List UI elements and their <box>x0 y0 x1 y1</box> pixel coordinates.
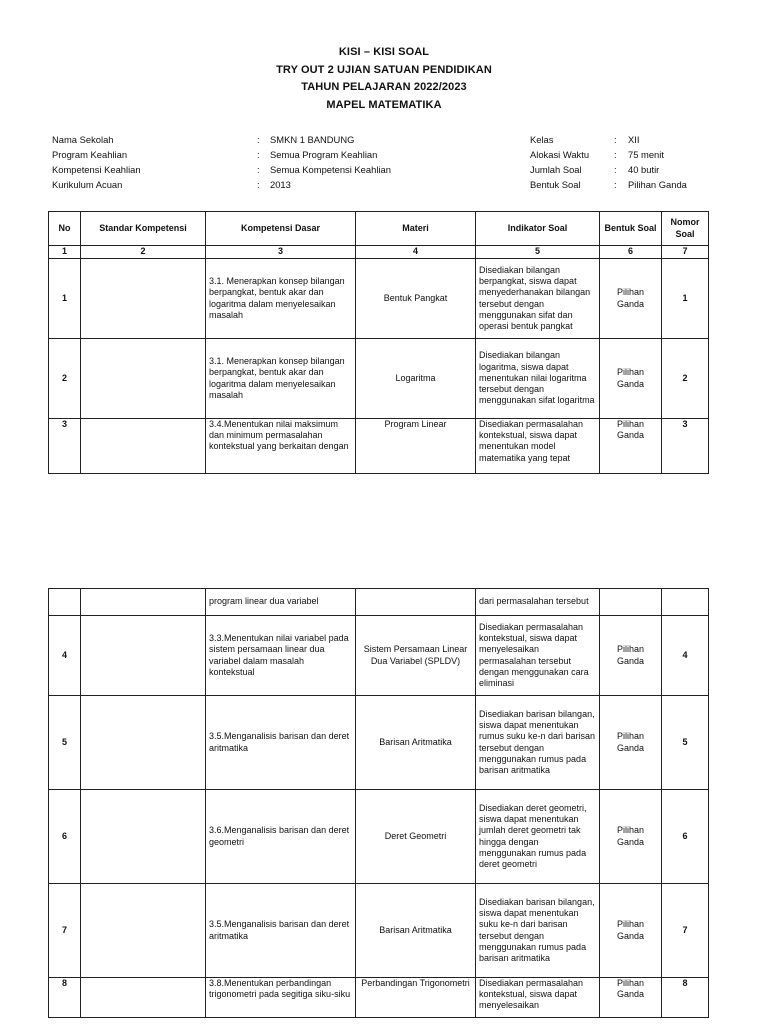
table-header-row <box>49 212 709 246</box>
cell-materi <box>356 589 476 616</box>
table-row <box>49 419 709 474</box>
cell-materi: Bentuk Pangkat <box>356 259 476 339</box>
info-row-alokasi-waktu <box>530 147 687 162</box>
table-row <box>49 884 709 978</box>
cell-kompetensi-dasar: 3.4.Menentukan nilai maksimum dan minimum permasalahan kontekstual yang berkaitan dengan <box>206 419 356 474</box>
cell-materi: Sistem Persamaan Linear Dua Variabel (SPLDV) <box>356 616 476 696</box>
info-row-program-keahlian <box>52 147 391 162</box>
cell-standar-kompetensi <box>81 978 206 1018</box>
header-no: No <box>49 212 81 246</box>
cell-indikator-soal: Disediakan bilangan berpangkat, siswa dapat menyederhanakan bilangan tersebut dengan menggunakan sifat dan operasi bentuk pangkat <box>476 259 600 339</box>
cell-standar-kompetensi <box>81 696 206 790</box>
cell-kompetensi-dasar: 3.6.Menganalisis barisan dan deret geometri <box>206 790 356 884</box>
cell-no: 4 <box>49 616 81 696</box>
table-row <box>49 339 709 419</box>
info-label: Program Keahlian <box>52 149 128 160</box>
cell-no: 6 <box>49 790 81 884</box>
exam-info <box>530 132 687 192</box>
cell-kompetensi-dasar: program linear dua variabel <box>206 589 356 616</box>
info-value: Semua Kompetensi Keahlian <box>270 164 391 175</box>
info-separator: : <box>257 149 260 160</box>
cell-bentuk-soal <box>600 589 662 616</box>
info-label: Alokasi Waktu <box>530 149 590 160</box>
cell-kompetensi-dasar: 3.1. Menerapkan konsep bilangan berpangkat, bentuk akar dan logaritma dalam menyelesaikan masalah <box>206 259 356 339</box>
header-indikator-soal: Indikator Soal <box>476 212 600 246</box>
cell-indikator-soal: Disediakan permasalahan kontekstual, siswa dapat menentukan model matematika yang tepat <box>476 419 600 474</box>
info-separator: : <box>614 179 617 190</box>
cell-bentuk-soal: Pilihan Ganda <box>600 419 662 474</box>
cell-standar-kompetensi <box>81 790 206 884</box>
cell-indikator-soal: Disediakan barisan bilangan, siswa dapat menentukan suku ke-n dari barisan tersebut dengan menggunakan rumus pada barisan aritmatika <box>476 884 600 978</box>
cell-bentuk-soal: Pilihan Ganda <box>600 884 662 978</box>
kisi-table-page-2 <box>48 588 709 1018</box>
info-separator: : <box>614 149 617 160</box>
cell-standar-kompetensi <box>81 589 206 616</box>
cell-indikator-soal: Disediakan barisan bilangan, siswa dapat menentukan rumus suku ke-n dari barisan tersebut dengan menggunakan rumus pada barisan aritmatika <box>476 696 600 790</box>
table-row-continuation <box>49 589 709 616</box>
table-row <box>49 978 709 1018</box>
cell-bentuk-soal: Pilihan Ganda <box>600 978 662 1018</box>
cell-indikator-soal: Disediakan permasalahan kontekstual, siswa dapat menyelesaikan <box>476 978 600 1018</box>
header-standar-kompetensi: Standar Kompetensi <box>81 212 206 246</box>
cell-bentuk-soal: Pilihan Ganda <box>600 790 662 884</box>
info-label: Bentuk Soal <box>530 179 581 190</box>
column-number: 5 <box>476 246 600 259</box>
cell-nomor-soal: 6 <box>662 790 709 884</box>
cell-nomor-soal: 3 <box>662 419 709 474</box>
info-label: Nama Sekolah <box>52 134 114 145</box>
info-value: XII <box>628 134 640 145</box>
cell-nomor-soal: 5 <box>662 696 709 790</box>
info-value: Pilihan Ganda <box>628 179 687 190</box>
info-separator: : <box>614 134 617 145</box>
table-row <box>49 616 709 696</box>
cell-nomor-soal: 1 <box>662 259 709 339</box>
info-label: Kelas <box>530 134 554 145</box>
info-label: Kurikulum Acuan <box>52 179 123 190</box>
cell-materi: Perbandingan Trigonometri <box>356 978 476 1018</box>
table-row <box>49 696 709 790</box>
header-nomor-soal: Nomor Soal <box>662 212 709 246</box>
cell-standar-kompetensi <box>81 616 206 696</box>
cell-indikator-soal: Disediakan bilangan logaritma, siswa dapat menentukan nilai logaritma tersebut dengan menggunakan sifat logaritma <box>476 339 600 419</box>
cell-nomor-soal: 8 <box>662 978 709 1018</box>
column-number: 4 <box>356 246 476 259</box>
info-row-kelas <box>530 132 687 147</box>
column-number: 3 <box>206 246 356 259</box>
document-title-block <box>0 44 768 114</box>
title-line: MAPEL MATEMATIKA <box>326 98 442 111</box>
info-separator: : <box>257 134 260 145</box>
cell-indikator-soal: dari permasalahan tersebut <box>476 589 600 616</box>
column-number: 2 <box>81 246 206 259</box>
title-line: TRY OUT 2 UJIAN SATUAN PENDIDIKAN <box>276 63 492 76</box>
cell-bentuk-soal: Pilihan Ganda <box>600 339 662 419</box>
cell-kompetensi-dasar: 3.1. Menerapkan konsep bilangan berpangkat, bentuk akar dan logaritma dalam menyelesaikan masalah <box>206 339 356 419</box>
header-materi: Materi <box>356 212 476 246</box>
info-row-bentuk-soal <box>530 177 687 192</box>
cell-no: 8 <box>49 978 81 1018</box>
info-row-kompetensi-keahlian <box>52 162 391 177</box>
cell-bentuk-soal: Pilihan Ganda <box>600 259 662 339</box>
table-row <box>49 790 709 884</box>
cell-nomor-soal: 4 <box>662 616 709 696</box>
info-row-jumlah-soal <box>530 162 687 177</box>
cell-kompetensi-dasar: 3.5.Menganalisis barisan dan deret aritmatika <box>206 884 356 978</box>
cell-no: 3 <box>49 419 81 474</box>
cell-materi: Program Linear <box>356 419 476 474</box>
info-separator: : <box>257 164 260 175</box>
cell-nomor-soal <box>662 589 709 616</box>
column-number: 7 <box>662 246 709 259</box>
cell-nomor-soal: 2 <box>662 339 709 419</box>
header-kompetensi-dasar: Kompetensi Dasar <box>206 212 356 246</box>
info-value: 40 butir <box>628 164 660 175</box>
cell-no <box>49 589 81 616</box>
cell-indikator-soal: Disediakan permasalahan kontekstual, siswa dapat menyelesaikan permasalahan tersebut dengan menggunakan cara eliminasi <box>476 616 600 696</box>
cell-bentuk-soal: Pilihan Ganda <box>600 696 662 790</box>
table-row <box>49 259 709 339</box>
info-separator: : <box>257 179 260 190</box>
info-separator: : <box>614 164 617 175</box>
column-number: 6 <box>600 246 662 259</box>
cell-materi: Deret Geometri <box>356 790 476 884</box>
column-number-row <box>49 246 709 259</box>
cell-no: 1 <box>49 259 81 339</box>
cell-nomor-soal: 7 <box>662 884 709 978</box>
cell-materi: Barisan Aritmatika <box>356 884 476 978</box>
column-number: 1 <box>49 246 81 259</box>
info-value: Semua Program Keahlian <box>270 149 378 160</box>
info-value: 75 menit <box>628 149 664 160</box>
title-line: TAHUN PELAJARAN 2022/2023 <box>301 81 467 93</box>
cell-indikator-soal: Disediakan deret geometri, siswa dapat menentukan jumlah deret geometri tak hingga dengan menggunakan rumus pada deret geometri <box>476 790 600 884</box>
cell-materi: Logaritma <box>356 339 476 419</box>
cell-kompetensi-dasar: 3.3.Menentukan nilai variabel pada sistem persamaan linear dua variabel dalam masalah kontekstual <box>206 616 356 696</box>
school-info <box>52 132 391 192</box>
info-row-kurikulum-acuan <box>52 177 391 192</box>
cell-standar-kompetensi <box>81 884 206 978</box>
cell-bentuk-soal: Pilihan Ganda <box>600 616 662 696</box>
info-value: SMKN 1 BANDUNG <box>270 134 355 145</box>
info-row-nama-sekolah <box>52 132 391 147</box>
cell-standar-kompetensi <box>81 339 206 419</box>
info-value: 2013 <box>270 179 291 190</box>
cell-standar-kompetensi <box>81 419 206 474</box>
cell-no: 2 <box>49 339 81 419</box>
cell-standar-kompetensi <box>81 259 206 339</box>
info-label: Jumlah Soal <box>530 164 582 175</box>
cell-kompetensi-dasar: 3.5.Menganalisis barisan dan deret aritmatika <box>206 696 356 790</box>
kisi-table-page-1 <box>48 211 709 474</box>
header-bentuk-soal: Bentuk Soal <box>600 212 662 246</box>
info-label: Kompetensi Keahlian <box>52 164 141 175</box>
title-line: KISI – KISI SOAL <box>338 46 430 58</box>
cell-materi: Barisan Aritmatika <box>356 696 476 790</box>
cell-kompetensi-dasar: 3.8.Menentukan perbandingan trigonometri pada segitiga siku-siku <box>206 978 356 1018</box>
cell-no: 7 <box>49 884 81 978</box>
cell-no: 5 <box>49 696 81 790</box>
